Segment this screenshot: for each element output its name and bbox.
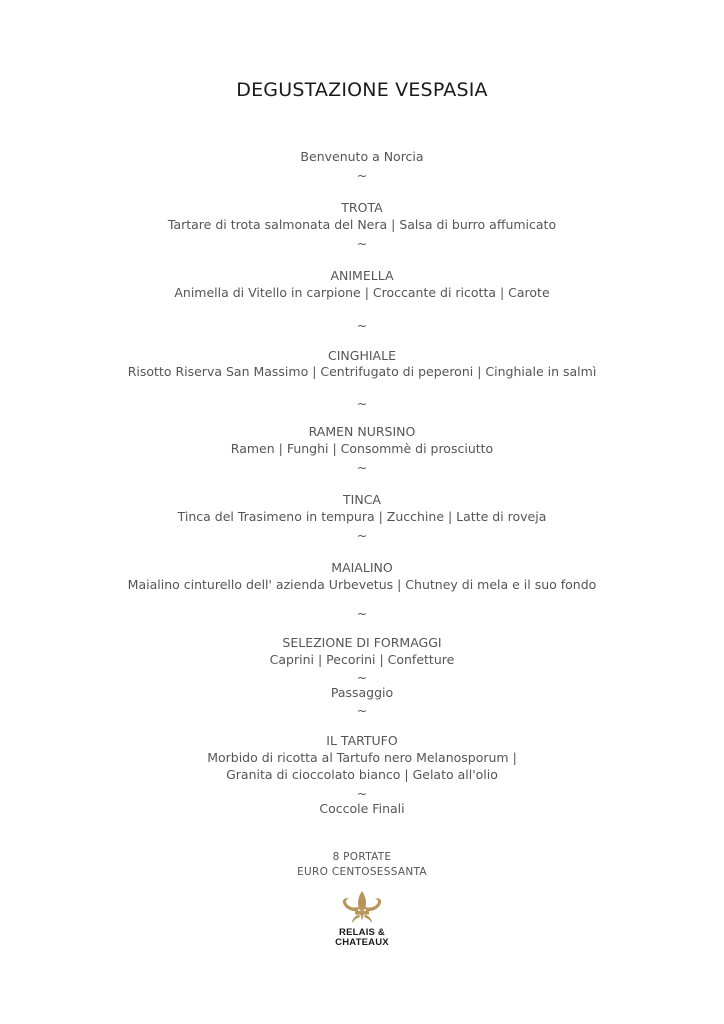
course-description: Risotto Riserva San Massimo | Centrifugato di peperoni | Cinghiale in salmì: [127, 364, 597, 379]
course-description-line: Granita di cioccolato bianco | Gelato all'olio: [226, 767, 498, 782]
logo-line2: CHATEAUX: [335, 937, 389, 948]
course-description: Tinca del Trasimeno in tempura | Zucchine | Latte di roveja: [177, 509, 547, 524]
logo-line1: RELAIS &: [339, 927, 385, 938]
course-description: Tartare di trota salmonata del Nera | Salsa di burro affumicato: [167, 217, 557, 232]
separator: ~: [356, 606, 368, 621]
passage-text: Passaggio: [330, 685, 394, 700]
course-description: Caprini | Pecorini | Confetture: [269, 652, 455, 667]
separator: ~: [356, 396, 368, 411]
separator: ~: [356, 460, 368, 475]
welcome-text: Benvenuto a Norcia: [300, 149, 424, 164]
course-name: TINCA: [343, 492, 381, 507]
course-name: ANIMELLA: [330, 268, 394, 283]
separator: ~: [356, 318, 368, 333]
relais-chateaux-logo: [326, 890, 398, 948]
course-name: RAMEN NURSINO: [308, 424, 416, 439]
course-name: SELEZIONE DI FORMAGGI: [282, 635, 442, 650]
price-text: EURO CENTOSESSANTA: [297, 866, 427, 878]
separator: ~: [356, 703, 368, 718]
menu-title: DEGUSTAZIONE VESPASIA: [236, 79, 488, 101]
separator: ~: [356, 670, 368, 685]
separator: ~: [356, 236, 368, 251]
course-name: CINGHIALE: [328, 348, 396, 363]
courses-count: 8 PORTATE: [332, 851, 392, 863]
course-description: Maialino cinturello dell' azienda Urbevetus | Chutney di mela e il suo fondo: [127, 577, 597, 592]
course-name: IL TARTUFO: [326, 733, 398, 748]
course-description: Ramen | Funghi | Consommè di prosciutto: [230, 441, 494, 456]
course-name: MAIALINO: [331, 560, 393, 575]
separator: ~: [356, 168, 368, 183]
fleur-de-lis-icon: [338, 890, 386, 926]
course-name: TROTA: [341, 200, 383, 215]
course-description: Animella di Vitello in carpione | Croccante di ricotta | Carote: [174, 285, 550, 300]
course-description-line: Morbido di ricotta al Tartufo nero Melanosporum |: [207, 750, 517, 765]
separator: ~: [356, 786, 368, 801]
finale-text: Coccole Finali: [319, 801, 405, 816]
separator: ~: [356, 528, 368, 543]
